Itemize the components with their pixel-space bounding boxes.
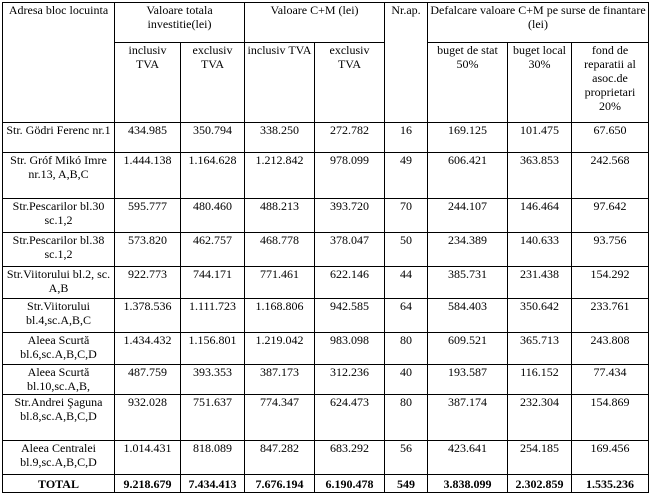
nr-ap-cell: 16 [385, 123, 428, 153]
header-total-excl-tva: exclusiv TVA [181, 43, 245, 123]
repair-fund-cell: 93.756 [572, 233, 649, 267]
cm-excl-cell: 393.720 [315, 199, 385, 233]
cm-incl-cell: 1.168.806 [245, 299, 315, 333]
header-state-budget: buget de stat 50% [428, 43, 508, 123]
header-total-incl-tva: inclusiv TVA [115, 43, 181, 123]
header-local-budget: buget local 30% [508, 43, 572, 123]
total-row [3, 475, 649, 493]
table-row [3, 153, 649, 199]
nr-ap-cell: 40 [385, 365, 428, 395]
cm-incl-cell: 387.173 [245, 365, 315, 395]
nr-ap-cell: 49 [385, 153, 428, 199]
total-fund: 1.535.236 [572, 475, 649, 493]
total-cm-incl: 7.676.194 [245, 475, 315, 493]
cm-excl-cell: 683.292 [315, 441, 385, 475]
table-body [3, 123, 649, 475]
state-budget-cell: 244.107 [428, 199, 508, 233]
repair-fund-cell: 233.761 [572, 299, 649, 333]
cm-excl-cell: 272.782 [315, 123, 385, 153]
address-cell: Str. Gödri Ferenc nr.1 [3, 123, 115, 153]
total-incl-cell: 1.378.536 [115, 299, 181, 333]
address-cell: Str.Andrei Şaguna bl.8,sc.A,B,C,D [3, 395, 115, 441]
header-total-value: Valoare totala investitie(lei) [115, 3, 245, 43]
header-breakdown: Defalcare valoare C+M pe surse de finantare (lei) [428, 3, 649, 43]
table-row [3, 395, 649, 441]
cm-incl-cell: 774.347 [245, 395, 315, 441]
address-cell: Aleea Centralei bl.9,sc.A,B,C,D [3, 441, 115, 475]
table-row [3, 123, 649, 153]
local-budget-cell: 116.152 [508, 365, 572, 395]
total-incl-cell: 932.028 [115, 395, 181, 441]
repair-fund-cell: 154.869 [572, 395, 649, 441]
total-cm-excl: 6.190.478 [315, 475, 385, 493]
cm-excl-cell: 378.047 [315, 233, 385, 267]
address-cell: Str.Viitorului bl.2, sc. A,B [3, 267, 115, 299]
cm-excl-cell: 978.099 [315, 153, 385, 199]
repair-fund-cell: 97.642 [572, 199, 649, 233]
total-excl-cell: 744.171 [181, 267, 245, 299]
state-budget-cell: 387.174 [428, 395, 508, 441]
total-local: 2.302.859 [508, 475, 572, 493]
address-cell: Aleea Scurtă bl.10,sc.A,B, [3, 365, 115, 395]
nr-ap-cell: 64 [385, 299, 428, 333]
total-state: 3.838.099 [428, 475, 508, 493]
total-nr-ap: 549 [385, 475, 428, 493]
local-budget-cell: 101.475 [508, 123, 572, 153]
total-excl-cell: 462.757 [181, 233, 245, 267]
header-address: Adresa bloc locuinta [3, 3, 115, 123]
total-excl-cell: 350.794 [181, 123, 245, 153]
state-budget-cell: 609.521 [428, 333, 508, 365]
header-cm-incl-tva: inclusiv TVA [245, 43, 315, 123]
total-incl-cell: 1.434.432 [115, 333, 181, 365]
repair-fund-cell: 77.434 [572, 365, 649, 395]
header-row-1 [3, 3, 649, 43]
address-cell: Str.Viitorului bl.4,sc.A,B,C [3, 299, 115, 333]
total-excl-cell: 818.089 [181, 441, 245, 475]
nr-ap-cell: 80 [385, 395, 428, 441]
table-row [3, 233, 649, 267]
total-excl-cell: 751.637 [181, 395, 245, 441]
cm-incl-cell: 771.461 [245, 267, 315, 299]
total-excl-cell: 480.460 [181, 199, 245, 233]
local-budget-cell: 146.464 [508, 199, 572, 233]
state-budget-cell: 606.421 [428, 153, 508, 199]
total-incl-cell: 922.773 [115, 267, 181, 299]
header-cm-excl-tva: exclusiv TVA [315, 43, 385, 123]
cm-excl-cell: 942.585 [315, 299, 385, 333]
cm-incl-cell: 468.778 [245, 233, 315, 267]
total-incl-cell: 434.985 [115, 123, 181, 153]
cm-incl-cell: 488.213 [245, 199, 315, 233]
state-budget-cell: 169.125 [428, 123, 508, 153]
repair-fund-cell: 169.456 [572, 441, 649, 475]
total-label: TOTAL [3, 475, 115, 493]
total-incl-cell: 487.759 [115, 365, 181, 395]
table-row [3, 441, 649, 475]
address-cell: Aleea Scurtă bl.6,sc.A,B,C,D [3, 333, 115, 365]
table-row [3, 199, 649, 233]
address-cell: Str.Pescarilor bl.38 sc.1,2 [3, 233, 115, 267]
local-budget-cell: 254.185 [508, 441, 572, 475]
repair-fund-cell: 154.292 [572, 267, 649, 299]
nr-ap-cell: 70 [385, 199, 428, 233]
cm-incl-cell: 1.219.042 [245, 333, 315, 365]
total-total-incl: 9.218.679 [115, 475, 181, 493]
table-row [3, 299, 649, 333]
state-budget-cell: 423.641 [428, 441, 508, 475]
state-budget-cell: 584.403 [428, 299, 508, 333]
state-budget-cell: 385.731 [428, 267, 508, 299]
state-budget-cell: 234.389 [428, 233, 508, 267]
investment-table [2, 2, 649, 493]
cm-excl-cell: 624.473 [315, 395, 385, 441]
cm-excl-cell: 622.146 [315, 267, 385, 299]
total-excl-cell: 1.164.628 [181, 153, 245, 199]
total-total-excl: 7.434.413 [181, 475, 245, 493]
header-nr-ap: Nr.ap. [385, 3, 428, 123]
state-budget-cell: 193.587 [428, 365, 508, 395]
cm-excl-cell: 983.098 [315, 333, 385, 365]
table-row [3, 333, 649, 365]
cm-excl-cell: 312.236 [315, 365, 385, 395]
address-cell: Str. Gróf Mikó Imre nr.13, A,B,C [3, 153, 115, 199]
cm-incl-cell: 847.282 [245, 441, 315, 475]
repair-fund-cell: 67.650 [572, 123, 649, 153]
table-row [3, 365, 649, 395]
total-excl-cell: 1.156.801 [181, 333, 245, 365]
local-budget-cell: 231.438 [508, 267, 572, 299]
total-incl-cell: 1.014.431 [115, 441, 181, 475]
total-incl-cell: 595.777 [115, 199, 181, 233]
repair-fund-cell: 243.808 [572, 333, 649, 365]
cm-incl-cell: 1.212.842 [245, 153, 315, 199]
total-incl-cell: 573.820 [115, 233, 181, 267]
cm-incl-cell: 338.250 [245, 123, 315, 153]
nr-ap-cell: 80 [385, 333, 428, 365]
total-excl-cell: 393.353 [181, 365, 245, 395]
table-row [3, 267, 649, 299]
total-excl-cell: 1.111.723 [181, 299, 245, 333]
nr-ap-cell: 50 [385, 233, 428, 267]
local-budget-cell: 363.853 [508, 153, 572, 199]
header-cm-value: Valoare C+M (lei) [245, 3, 385, 43]
nr-ap-cell: 44 [385, 267, 428, 299]
address-cell: Str.Pescarilor bl.30 sc.1,2 [3, 199, 115, 233]
header-repair-fund: fond de reparatii al asoc.de proprietari 20% [572, 43, 649, 123]
local-budget-cell: 232.304 [508, 395, 572, 441]
nr-ap-cell: 56 [385, 441, 428, 475]
total-incl-cell: 1.444.138 [115, 153, 181, 199]
repair-fund-cell: 242.568 [572, 153, 649, 199]
local-budget-cell: 365.713 [508, 333, 572, 365]
local-budget-cell: 140.633 [508, 233, 572, 267]
local-budget-cell: 350.642 [508, 299, 572, 333]
